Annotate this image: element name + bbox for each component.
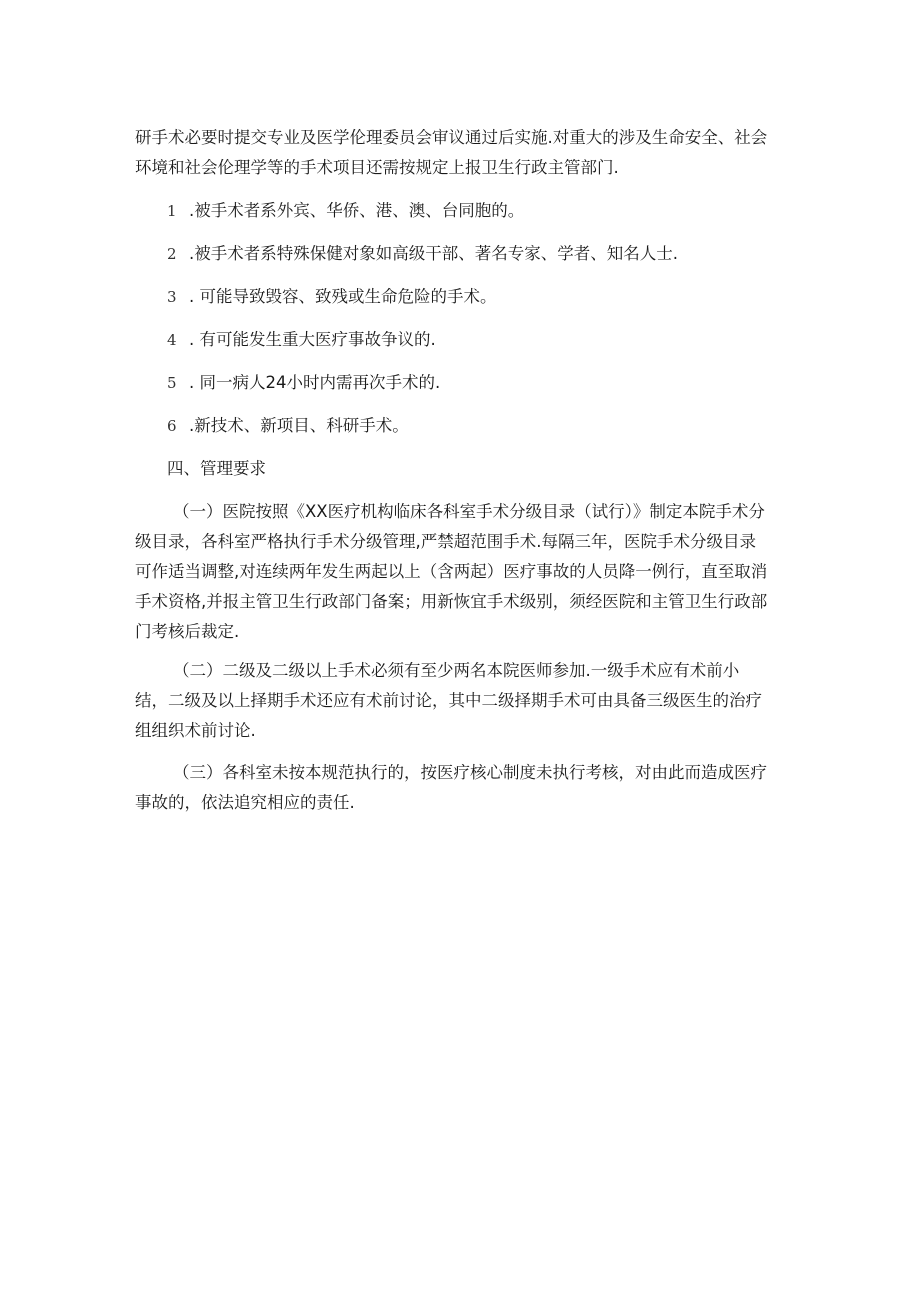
intro-line-1: 研手术必要时提交专业及医学伦理委员会审议通过后实施.对重大的涉及生命安全、社会 bbox=[135, 128, 768, 147]
paragraph-3-line-1: （三）各科室未按本规范执行的，按医疗核心制度未执行考核，对由此而造成医疗 bbox=[173, 763, 767, 782]
intro-line-2: 环境和社会伦理学等的手术项目还需按规定上报卫生行政主管部门. bbox=[135, 158, 619, 177]
paragraph-1-line-1: （一）医院按照《XX医疗机构临床各科室手术分级目录（试行）》制定本院手术分 bbox=[173, 502, 765, 521]
list-item-text: .被手术者系外宾、华侨、港、澳、台同胞的。 bbox=[189, 201, 525, 220]
list-item bbox=[167, 330, 436, 350]
paragraph-1-line-2: 级目录，各科室严格执行手术分级管理,严禁超范围手术.每隔三年，医院手术分级目录 bbox=[135, 532, 756, 551]
list-item bbox=[167, 373, 440, 393]
list-item-text: . 有可能发生重大医疗事故争议的. bbox=[189, 330, 436, 349]
paragraph-2-line-3: 组组织术前讨论. bbox=[135, 721, 256, 740]
paragraph-1-line-3: 可作适当调整,对连续两年发生两起以上（含两起）医疗事故的人员降一例行，直至取消 bbox=[135, 562, 768, 581]
list-item bbox=[167, 244, 678, 264]
list-item-number: 5 bbox=[167, 374, 177, 392]
list-item bbox=[167, 287, 497, 307]
list-item-number: 3 bbox=[167, 288, 177, 306]
list-item bbox=[167, 201, 524, 221]
list-item-text: .新技术、新项目、科研手术。 bbox=[189, 416, 409, 435]
list-item-text: . 同一病人24小时内需再次手术的. bbox=[189, 373, 441, 392]
paragraph-2-line-2: 结，二级及以上择期手术还应有术前讨论，其中二级择期手术可由具备三级医生的治疗 bbox=[135, 691, 762, 710]
paragraph-3-line-2: 事故的，依法追究相应的责任. bbox=[135, 793, 355, 812]
list-item-text: . 可能导致毁容、致残或生命危险的手术。 bbox=[189, 287, 497, 306]
list-item-text: .被手术者系特殊保健对象如高级干部、著名专家、学者、知名人士. bbox=[189, 244, 678, 263]
paragraph-2-line-1: （二）二级及二级以上手术必须有至少两名本院医师参加.一级手术应有术前小 bbox=[173, 661, 740, 680]
section-heading: 四、管理要求 bbox=[167, 459, 266, 478]
list-item bbox=[167, 416, 409, 436]
list-item-number: 4 bbox=[167, 331, 177, 349]
list-item-number: 6 bbox=[167, 417, 177, 435]
paragraph-1-line-5: 门考核后裁定. bbox=[135, 622, 240, 641]
list-item-number: 1 bbox=[167, 202, 177, 220]
list-item-number: 2 bbox=[167, 245, 177, 263]
paragraph-1-line-4: 手术资格,并报主管卫生行政部门备案；用新恢宜手术级别，须经医院和主管卫生行政部 bbox=[135, 592, 768, 611]
